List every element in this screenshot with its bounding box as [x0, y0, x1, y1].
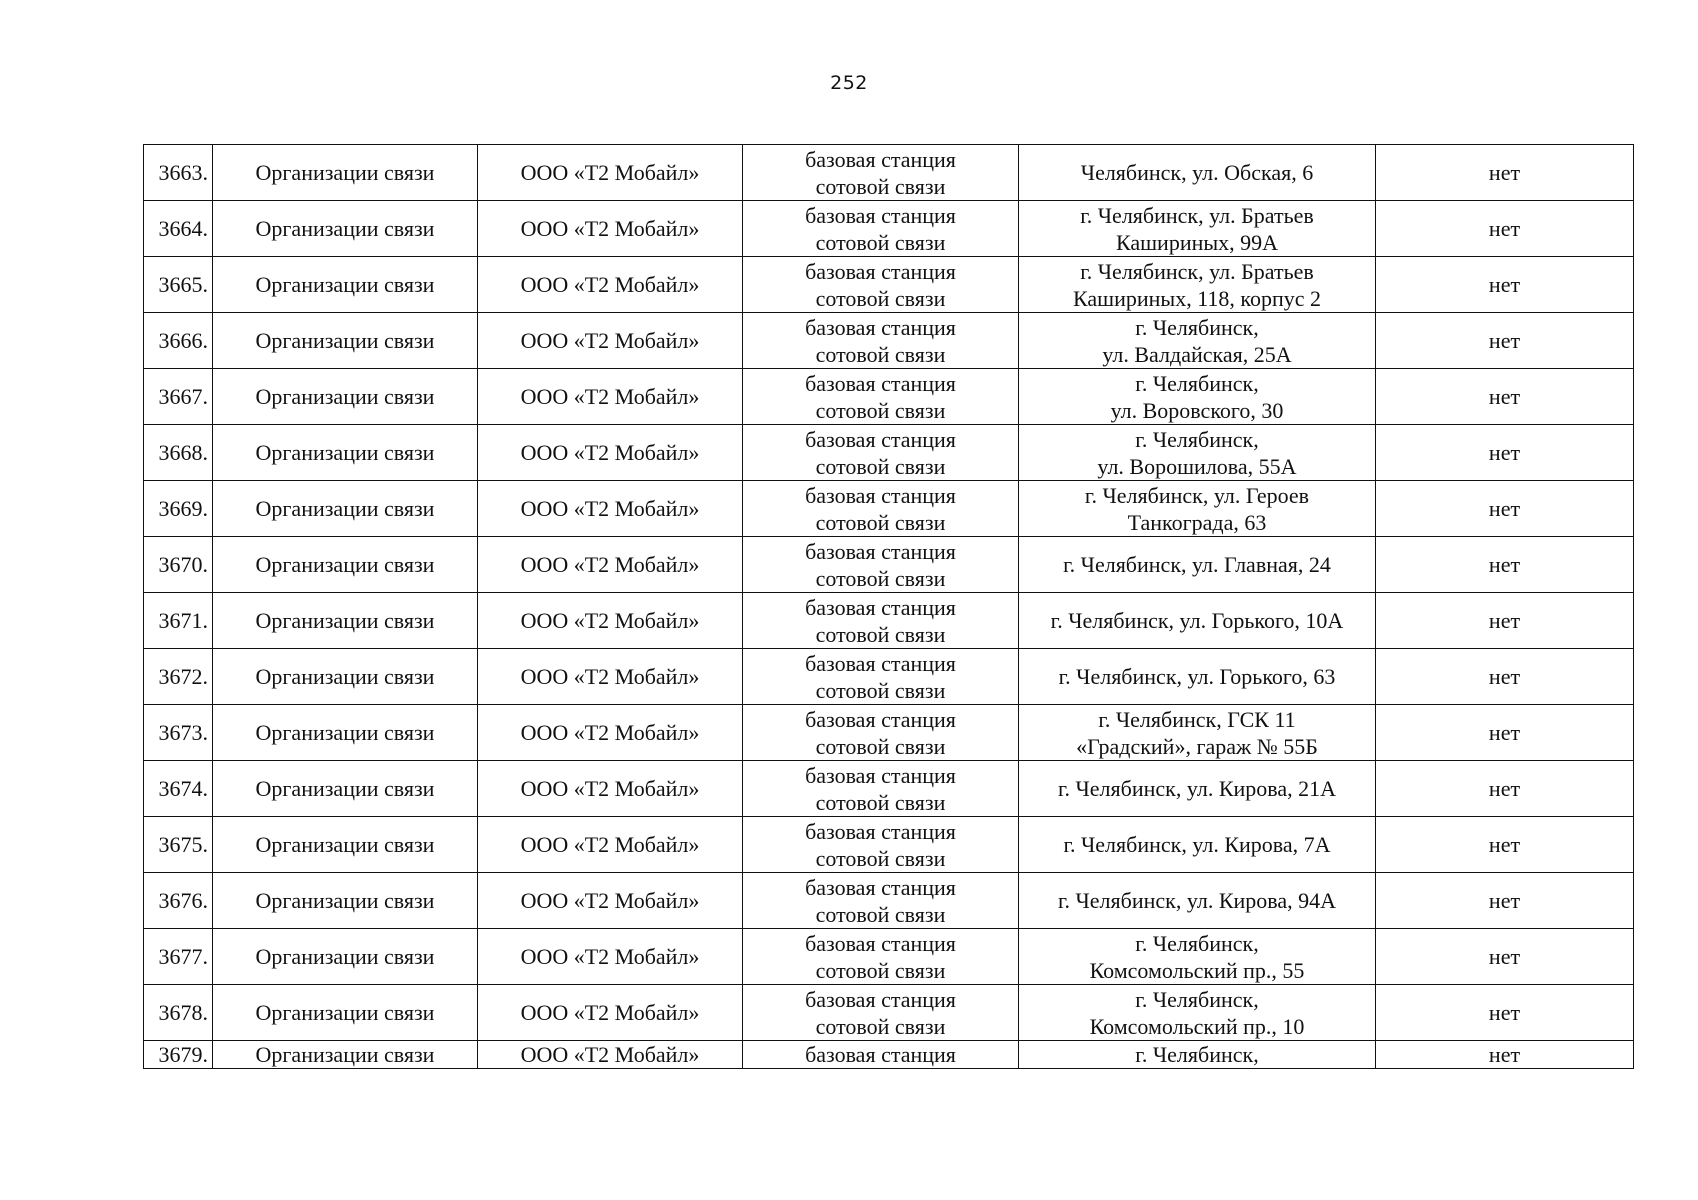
organization-cell: ООО «Т2 Мобайл» — [478, 985, 743, 1041]
category-cell: Организации связи — [213, 257, 478, 313]
address-line: Комсомольский пр., 10 — [1089, 1013, 1305, 1039]
registry-table — [143, 144, 1634, 1069]
row-number-cell: 3677. — [144, 929, 213, 985]
table-row — [144, 481, 1634, 537]
object-cell — [743, 817, 1019, 873]
object-cell — [743, 985, 1019, 1041]
address-cell — [1019, 985, 1376, 1041]
table-row — [144, 649, 1634, 705]
organization-cell: ООО «Т2 Мобайл» — [478, 593, 743, 649]
table-row — [144, 201, 1634, 257]
category-cell: Организации связи — [213, 425, 478, 481]
object-line: сотовой связи — [815, 565, 946, 591]
category-cell: Организации связи — [213, 705, 478, 761]
note-cell: нет — [1376, 1041, 1634, 1069]
category-cell: Организации связи — [213, 873, 478, 929]
note-cell: нет — [1376, 761, 1634, 817]
note-cell: нет — [1376, 873, 1634, 929]
object-line: базовая станция — [805, 706, 956, 732]
object-line: сотовой связи — [815, 341, 946, 367]
object-line: базовая станция — [805, 146, 956, 172]
organization-cell: ООО «Т2 Мобайл» — [478, 761, 743, 817]
object-line: сотовой связи — [815, 229, 946, 255]
address-line: г. Челябинск, — [1135, 370, 1259, 396]
address-cell — [1019, 929, 1376, 985]
organization-cell: ООО «Т2 Мобайл» — [478, 481, 743, 537]
object-line: базовая станция — [805, 762, 956, 788]
row-number-cell: 3667. — [144, 369, 213, 425]
row-number-cell: 3668. — [144, 425, 213, 481]
address-cell — [1019, 817, 1376, 873]
address-line: ул. Ворошилова, 55А — [1097, 453, 1297, 479]
object-cell — [743, 761, 1019, 817]
row-number-cell: 3679. — [144, 1041, 213, 1069]
address-cell — [1019, 481, 1376, 537]
row-number-cell: 3670. — [144, 537, 213, 593]
table-row — [144, 257, 1634, 313]
address-line: г. Челябинск, — [1135, 314, 1259, 340]
note-cell: нет — [1376, 705, 1634, 761]
category-cell: Организации связи — [213, 369, 478, 425]
organization-cell: ООО «Т2 Мобайл» — [478, 145, 743, 201]
object-line: сотовой связи — [815, 845, 946, 871]
object-line: сотовой связи — [815, 397, 946, 423]
object-line: сотовой связи — [815, 733, 946, 759]
address-line: г. Челябинск, ул. Братьев — [1080, 258, 1314, 284]
address-line: ул. Валдайская, 25А — [1102, 341, 1292, 367]
organization-cell: ООО «Т2 Мобайл» — [478, 201, 743, 257]
page-number: 252 — [830, 72, 868, 94]
organization-cell: ООО «Т2 Мобайл» — [478, 257, 743, 313]
category-cell: Организации связи — [213, 537, 478, 593]
object-line: сотовой связи — [815, 453, 946, 479]
address-line: ул. Воровского, 30 — [1110, 397, 1284, 423]
address-line: Кашириных, 99А — [1115, 229, 1279, 255]
note-cell: нет — [1376, 481, 1634, 537]
note-cell: нет — [1376, 537, 1634, 593]
category-cell: Организации связи — [213, 1041, 478, 1069]
object-line: базовая станция — [805, 1042, 956, 1067]
address-cell — [1019, 313, 1376, 369]
category-cell: Организации связи — [213, 313, 478, 369]
object-cell — [743, 257, 1019, 313]
table-row — [144, 873, 1634, 929]
table-row — [144, 145, 1634, 201]
table-row — [144, 929, 1634, 985]
address-line: г. Челябинск, ул. Кирова, 7А — [1063, 832, 1331, 857]
object-line: базовая станция — [805, 314, 956, 340]
organization-cell: ООО «Т2 Мобайл» — [478, 1041, 743, 1069]
table-row — [144, 593, 1634, 649]
address-line: г. Челябинск, — [1135, 1042, 1259, 1067]
note-cell: нет — [1376, 593, 1634, 649]
note-cell: нет — [1376, 369, 1634, 425]
address-cell — [1019, 873, 1376, 929]
organization-cell: ООО «Т2 Мобайл» — [478, 313, 743, 369]
note-cell: нет — [1376, 257, 1634, 313]
organization-cell: ООО «Т2 Мобайл» — [478, 369, 743, 425]
note-cell: нет — [1376, 425, 1634, 481]
object-cell — [743, 145, 1019, 201]
address-line: г. Челябинск, ул. Кирова, 21А — [1057, 776, 1337, 801]
address-cell — [1019, 649, 1376, 705]
row-number-cell: 3665. — [144, 257, 213, 313]
object-line: сотовой связи — [815, 621, 946, 647]
table-row — [144, 761, 1634, 817]
address-cell — [1019, 593, 1376, 649]
object-line: базовая станция — [805, 538, 956, 564]
object-line: базовая станция — [805, 426, 956, 452]
object-cell — [743, 593, 1019, 649]
address-line: г. Челябинск, ул. Кирова, 94А — [1057, 888, 1337, 913]
row-number-cell: 3675. — [144, 817, 213, 873]
category-cell: Организации связи — [213, 985, 478, 1041]
note-cell: нет — [1376, 201, 1634, 257]
object-line: сотовой связи — [815, 285, 946, 311]
organization-cell: ООО «Т2 Мобайл» — [478, 537, 743, 593]
table-row — [144, 425, 1634, 481]
address-cell — [1019, 145, 1376, 201]
object-cell — [743, 929, 1019, 985]
category-cell: Организации связи — [213, 481, 478, 537]
object-line: базовая станция — [805, 650, 956, 676]
row-number-cell: 3678. — [144, 985, 213, 1041]
address-cell — [1019, 537, 1376, 593]
object-line: сотовой связи — [815, 509, 946, 535]
address-line: Танкограда, 63 — [1127, 509, 1267, 535]
object-cell — [743, 649, 1019, 705]
object-line: базовая станция — [805, 482, 956, 508]
row-number-cell: 3671. — [144, 593, 213, 649]
address-cell — [1019, 257, 1376, 313]
object-line: базовая станция — [805, 202, 956, 228]
category-cell: Организации связи — [213, 201, 478, 257]
address-line: г. Челябинск, ул. Главная, 24 — [1063, 552, 1331, 577]
table-row — [144, 313, 1634, 369]
row-number-cell: 3669. — [144, 481, 213, 537]
object-cell — [743, 313, 1019, 369]
table-row — [144, 705, 1634, 761]
object-cell — [743, 873, 1019, 929]
address-line: г. Челябинск, — [1135, 426, 1259, 452]
object-line: базовая станция — [805, 594, 956, 620]
table-row — [144, 369, 1634, 425]
object-cell — [743, 705, 1019, 761]
address-line: Кашириных, 118, корпус 2 — [1073, 285, 1321, 311]
object-cell — [743, 537, 1019, 593]
address-line: Челябинск, ул. Обская, 6 — [1080, 160, 1314, 185]
object-line: базовая станция — [805, 258, 956, 284]
organization-cell: ООО «Т2 Мобайл» — [478, 817, 743, 873]
address-cell — [1019, 705, 1376, 761]
object-line: базовая станция — [805, 370, 956, 396]
address-line: г. Челябинск, ул. Горького, 63 — [1058, 664, 1336, 689]
row-number-cell: 3674. — [144, 761, 213, 817]
row-number-cell: 3673. — [144, 705, 213, 761]
address-cell — [1019, 369, 1376, 425]
organization-cell: ООО «Т2 Мобайл» — [478, 873, 743, 929]
object-cell — [743, 481, 1019, 537]
object-line: базовая станция — [805, 874, 956, 900]
object-cell — [743, 201, 1019, 257]
object-cell — [743, 425, 1019, 481]
table-body — [144, 145, 1634, 1069]
note-cell: нет — [1376, 313, 1634, 369]
note-cell: нет — [1376, 649, 1634, 705]
object-cell — [743, 369, 1019, 425]
note-cell: нет — [1376, 817, 1634, 873]
note-cell: нет — [1376, 145, 1634, 201]
category-cell: Организации связи — [213, 593, 478, 649]
table-row — [144, 1041, 1634, 1069]
note-cell: нет — [1376, 985, 1634, 1041]
address-line: г. Челябинск, ул. Горького, 10А — [1050, 608, 1344, 633]
row-number-cell: 3676. — [144, 873, 213, 929]
object-line: сотовой связи — [815, 1013, 946, 1039]
row-number-cell: 3663. — [144, 145, 213, 201]
table-row — [144, 537, 1634, 593]
organization-cell: ООО «Т2 Мобайл» — [478, 705, 743, 761]
row-number-cell: 3664. — [144, 201, 213, 257]
table-row — [144, 817, 1634, 873]
object-line: базовая станция — [805, 818, 956, 844]
category-cell: Организации связи — [213, 145, 478, 201]
organization-cell: ООО «Т2 Мобайл» — [478, 649, 743, 705]
category-cell: Организации связи — [213, 761, 478, 817]
address-cell — [1019, 1041, 1376, 1069]
address-line: г. Челябинск, ул. Героев — [1084, 482, 1310, 508]
row-number-cell: 3672. — [144, 649, 213, 705]
address-line: г. Челябинск, — [1135, 930, 1259, 956]
object-line: сотовой связи — [815, 901, 946, 927]
address-line: г. Челябинск, ГСК 11 — [1098, 706, 1296, 732]
row-number-cell: 3666. — [144, 313, 213, 369]
address-line: «Градский», гараж № 55Б — [1076, 733, 1318, 759]
category-cell: Организации связи — [213, 929, 478, 985]
address-cell — [1019, 761, 1376, 817]
address-cell — [1019, 201, 1376, 257]
object-line: сотовой связи — [815, 957, 946, 983]
object-line: сотовой связи — [815, 789, 946, 815]
object-line: сотовой связи — [815, 173, 946, 199]
category-cell: Организации связи — [213, 649, 478, 705]
organization-cell: ООО «Т2 Мобайл» — [478, 425, 743, 481]
object-cell — [743, 1041, 1019, 1069]
address-line: Комсомольский пр., 55 — [1089, 957, 1305, 983]
organization-cell: ООО «Т2 Мобайл» — [478, 929, 743, 985]
address-line: г. Челябинск, — [1135, 986, 1259, 1012]
object-line: базовая станция — [805, 986, 956, 1012]
object-line: сотовой связи — [815, 677, 946, 703]
object-line: базовая станция — [805, 930, 956, 956]
address-line: г. Челябинск, ул. Братьев — [1080, 202, 1314, 228]
note-cell: нет — [1376, 929, 1634, 985]
table-row — [144, 985, 1634, 1041]
category-cell: Организации связи — [213, 817, 478, 873]
address-cell — [1019, 425, 1376, 481]
